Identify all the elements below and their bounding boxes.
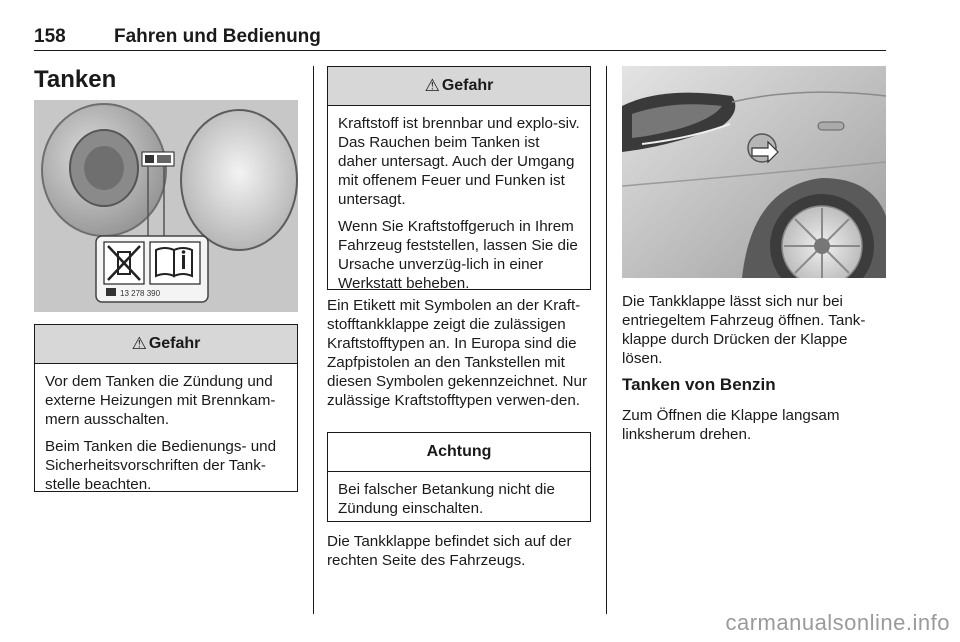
caution-box-title: Achtung [426,443,492,460]
danger-box-2-paragraph-2: Wenn Sie Kraftstoffgeruch in Ihrem Fahrzeug feststellen, lassen Sie die Ursache unverzüg-lich in einer Werkstatt beheben. [338,218,578,292]
benzin-instructions-paragraph: Zum Öffnen die Klappe langsam linksherum drehen. [622,407,840,443]
caution-box-header [328,433,590,472]
chapter-title: Fahren und Bedienung [114,26,321,47]
danger-box-2 [327,66,591,290]
fuel-flap-location-paragraph: Die Tankklappe befindet sich auf der rechten Seite des Fahrzeugs. [327,533,572,569]
danger-box-2-title: Gefahr [441,77,494,94]
danger-box-1-header [35,325,297,364]
column-divider-2 [606,66,607,614]
danger-box-2-header [328,67,590,106]
page-number: 158 [34,26,66,47]
warning-icon: ⚠ [131,334,147,353]
caution-box [327,432,591,522]
subheading-benzin: Tanken von Benzin [622,375,776,394]
fuel-flap-open-paragraph: Die Tankklappe lässt sich nur bei entriegeltem Fahrzeug öffnen. Tank-klappe durch Drücken der Klappe lösen. [622,293,866,367]
car-rear-fuel-flap-illustration [622,66,886,278]
danger-box-1-title: Gefahr [148,335,201,352]
page-header [34,24,886,51]
danger-box-2-paragraph-1: Kraftstoff ist brennbar und explo-siv. Das Rauchen beim Tanken ist daher untersagt. Auch der Umgang mit offenem Feuer und Funken ist untersagt. [338,115,580,208]
danger-box-1 [34,324,298,492]
fuel-label-paragraph: Ein Etikett mit Symbolen an der Kraft-stofftankklappe zeigt die zulässigen Kraftstofftypen an. In Europa sind die Zapfpistolen an den Tankstellen mit diesen Symbolen gekennzeichnet. Nur zulässige Kraftstofftypen verwen-den. [327,297,588,409]
column-divider-1 [313,66,314,614]
section-title: Tanken [34,66,117,93]
warning-icon: ⚠ [424,76,440,95]
watermark: carmanualsonline.info [725,610,950,635]
caution-box-paragraph: Bei falscher Betankung nicht die Zündung einschalten. [338,481,555,517]
danger-box-1-paragraph-2: Beim Tanken die Bedienungs- und Sicherheitsvorschriften der Tank-stelle beachten. [45,438,277,493]
fuel-flap-label-illustration [34,100,298,312]
danger-box-1-paragraph-1: Vor dem Tanken die Zündung und externe Heizungen mit Brennkam-mern ausschalten. [45,373,276,428]
label-code: 13 278 390 [120,289,161,298]
